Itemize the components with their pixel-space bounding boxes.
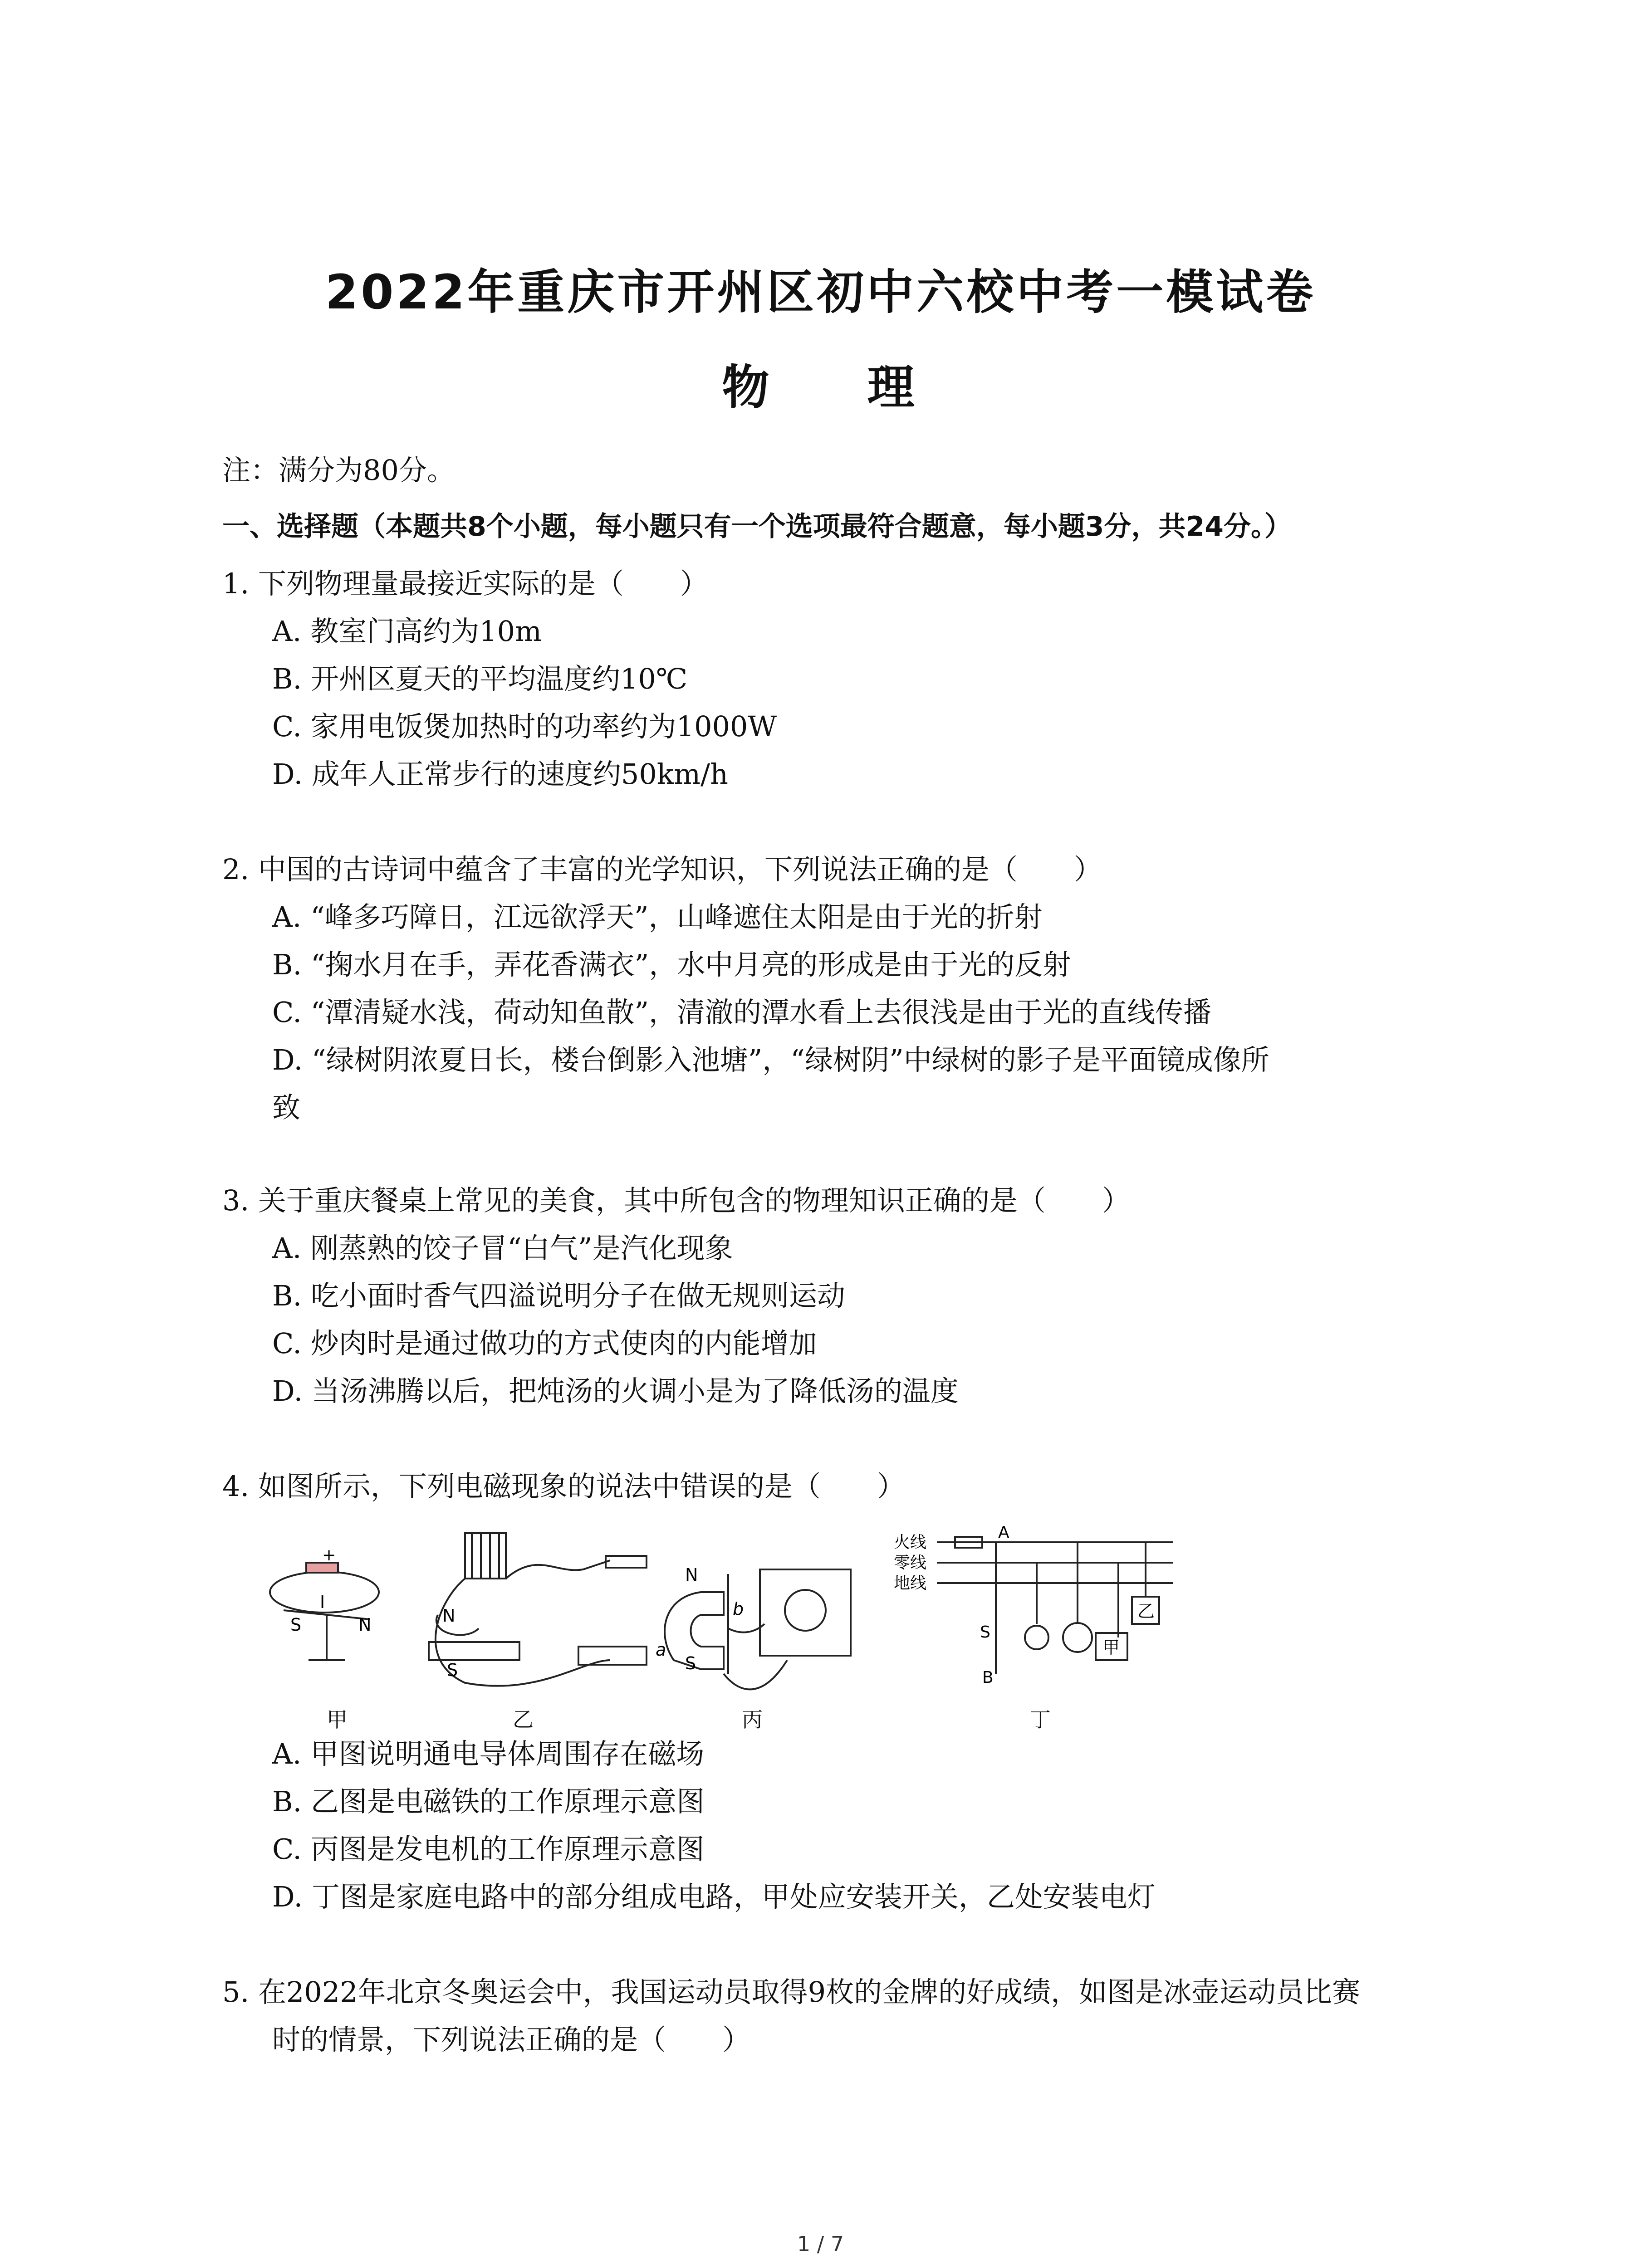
question-1-option-d: D. 成年人正常步行的速度约50km/h — [272, 758, 728, 791]
figure-slot-jia-label: 甲 — [1102, 1637, 1120, 1657]
score-note: 注：满分为80分。 — [222, 454, 455, 487]
figure-plus-label: + — [322, 1546, 336, 1564]
question-5-stem: 5. 在2022年北京冬奥运会中，我国运动员取得9枚的金牌的好成绩，如图是冰壶运动员比赛 — [222, 1975, 1361, 2009]
question-1-option-c: C. 家用电饭煲加热时的功率约为1000W — [272, 710, 777, 743]
figure-point-b-label: B — [982, 1668, 994, 1687]
question-2-option-d-continuation: 致 — [272, 1091, 301, 1124]
question-3-option-d: D. 当汤沸腾以后，把炖汤的火调小是为了降低汤的温度 — [272, 1374, 959, 1408]
question-2-option-d: D. “绿树阴浓夏日长，楼台倒影入池塘”，“绿树阴”中绿树的影子是平面镜成像所 — [272, 1043, 1269, 1076]
figure-label-ding: 丁 — [1030, 1707, 1051, 1732]
question-2-option-b: B. “掬水月在手，弄花香满衣”，水中月亮的形成是由于光的反射 — [272, 948, 1071, 981]
subject-title: 物 理 — [722, 360, 955, 415]
question-1-stem: 1. 下列物理量最接近实际的是（ ） — [222, 567, 708, 600]
figure-bing-n-label: N — [685, 1565, 698, 1585]
figure-i-label: I — [320, 1592, 325, 1612]
figure-zero-line-label: 零线 — [894, 1554, 927, 1572]
page-number: 1 / 7 — [797, 2232, 844, 2256]
figure-yi-s-label: S — [447, 1660, 458, 1680]
figure-point-a-label: A — [998, 1524, 1009, 1542]
question-4-stem: 4. 如图所示，下列电磁现象的说法中错误的是（ ） — [222, 1470, 905, 1503]
question-2-option-c: C. “潭清疑水浅，荷动知鱼散”，清澈的潭水看上去很浅是由于光的直线传播 — [272, 996, 1212, 1029]
figure-label-bing: 丙 — [742, 1707, 763, 1732]
electromagnetism-figure — [265, 1524, 1177, 1719]
figure-yi-electromagnet — [429, 1533, 647, 1686]
question-3-option-b: B. 吃小面时香气四溢说明分子在做无规则运动 — [272, 1279, 845, 1312]
question-4-option-b: B. 乙图是电磁铁的工作原理示意图 — [272, 1785, 705, 1818]
figure-slot-yi-label: 乙 — [1137, 1601, 1155, 1621]
figure-jia-s-label: S — [290, 1615, 302, 1635]
figure-ground-line-label: 地线 — [894, 1574, 927, 1593]
question-4-option-a: A. 甲图说明通电导体周围存在磁场 — [272, 1737, 705, 1770]
question-3-stem: 3. 关于重庆餐桌上常见的美食，其中所包含的物理知识正确的是（ ） — [222, 1184, 1130, 1217]
figure-bing-b-label: b — [733, 1599, 744, 1619]
figure-switch-s-label: S — [980, 1623, 990, 1642]
question-3-option-a: A. 刚蒸熟的饺子冒“白气”是汽化现象 — [272, 1232, 733, 1265]
question-1-option-a: A. 教室门高约为10m — [272, 615, 542, 648]
question-4-option-c: C. 丙图是发电机的工作原理示意图 — [272, 1833, 705, 1866]
figure-jia-n-label: N — [358, 1615, 372, 1635]
question-4-option-d: D. 丁图是家庭电路中的部分组成电路，甲处应安装开关，乙处安装电灯 — [272, 1880, 1156, 1913]
question-3-option-c: C. 炒肉时是通过做功的方式使肉的内能增加 — [272, 1327, 817, 1360]
figure-label-jia: 甲 — [327, 1707, 348, 1732]
figure-bing-s-label: S — [685, 1653, 696, 1673]
figure-fire-line-label: 火线 — [894, 1533, 927, 1552]
question-2-option-a: A. “峰多巧障日，江远欲浮天”，山峰遮住太阳是由于光的折射 — [272, 900, 1043, 934]
question-5-stem-continuation: 时的情景，下列说法正确的是（ ） — [272, 2023, 751, 2056]
question-2-stem: 2. 中国的古诗词中蕴含了丰富的光学知识，下列说法正确的是（ ） — [222, 853, 1102, 886]
exam-title: 2022年重庆市开州区初中六校中考一模试卷 — [325, 264, 1316, 320]
figure-label-yi: 乙 — [513, 1707, 534, 1732]
section-heading: 一、选择题（本题共8个小题，每小题只有一个选项最符合题意，每小题3分，共24分。） — [222, 511, 1292, 543]
figure-bing-a-label: a — [656, 1640, 666, 1660]
figure-yi-n-label: N — [442, 1606, 456, 1626]
question-1-option-b: B. 开州区夏天的平均温度约10℃ — [272, 662, 688, 695]
